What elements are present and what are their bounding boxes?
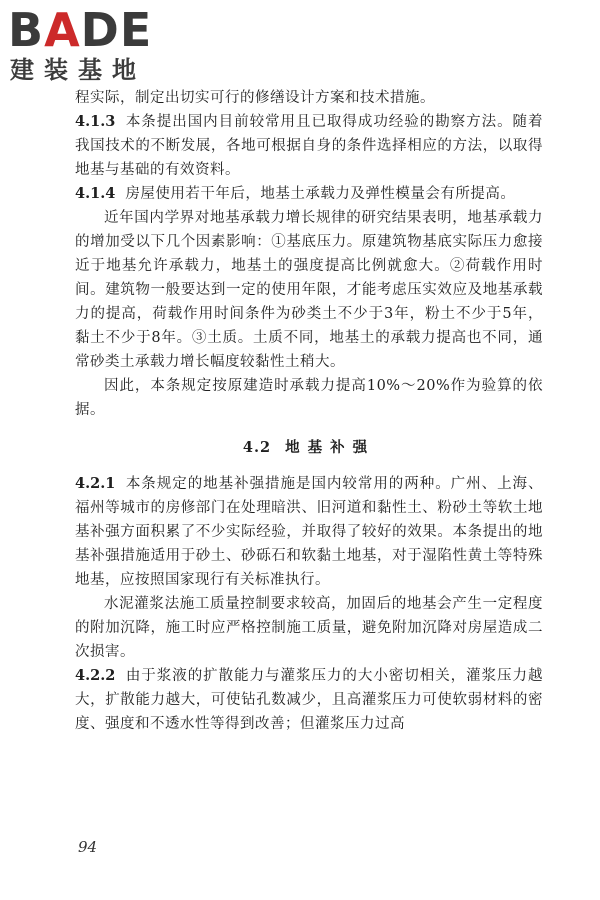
clause-4-1-4 <box>75 182 543 206</box>
paragraph-conclusion: 因此，本条规定按原建造时承载力提高10%～20%作为验算的依据。 <box>75 378 543 418</box>
clause-number: 4.1.3 <box>75 113 116 130</box>
paragraph-intro: 程实际，制定出切实可行的修缮设计方案和技术措施。 <box>75 90 435 106</box>
clause-text: 本条规定的地基补强措施是国内较常用的两种。广州、上海、福州等城市的房修部门在处理暗洪、旧河道和黏性土、粉砂土等软土地基补强方面积累了不少实际经验，并取得了较好的效果。本条提出的地基补强措施适用于砂土、砂砾石和软黏土地基，对于湿陷性黄土等特殊地基，应按照国家现行有关标准执行。 <box>75 476 543 588</box>
clause-number: 4.2.2 <box>75 667 116 684</box>
clause-text: 本条提出国内目前较常用且已取得成功经验的勘察方法。随着我国技术的不断发展，各地可根据自身的条件选择相应的方法，以取得地基与基础的有效资料。 <box>75 114 543 178</box>
clause-4-2-2 <box>75 664 543 736</box>
logo-subtitle: 建装基地 <box>10 56 146 84</box>
bade-logo <box>8 3 178 84</box>
paragraph-bearing-capacity: 近年国内学界对地基承载力增长规律的研究结果表明，地基承载力的增加受以下几个因素影响：①基底压力。原建筑物基底实际压力愈接近于地基允许承载力，地基土的强度提高比例就愈大。②荷载作用时间。建筑物一般要达到一定的使用年限，才能考虑压实效应及地基承载力的提高，荷载作用时间条件为砂类土不少于3年，粉土不少于5年，黏土不少于8年。③土质。土质不同，地基土的承载力提高也不同，通常砂类土承载力增长幅度较黏性土稍大。 <box>75 210 543 370</box>
document-body <box>75 86 543 736</box>
section-number: 4.2 <box>242 439 272 456</box>
clause-number: 4.2.1 <box>75 475 116 492</box>
clause-4-2-1 <box>75 472 543 592</box>
clause-number: 4.1.4 <box>75 185 116 202</box>
paragraph-grouting: 水泥灌浆法施工质量控制要求较高，加固后的地基会产生一定程度的附加沉降，施工时应严格控制施工质量，避免附加沉降对房屋造成二次损害。 <box>75 596 543 660</box>
clause-text: 由于浆液的扩散能力与灌浆压力的大小密切相关，灌浆压力越大，扩散能力越大，可使钻孔数减少，且高灌浆压力可使软弱材料的密度、强度和不透水性等得到改善；但灌浆压力过高 <box>75 668 543 732</box>
section-heading-4-2 <box>75 436 543 460</box>
page-number: 94 <box>78 838 98 856</box>
clause-4-1-3 <box>75 110 543 182</box>
clause-text: 房屋使用若干年后，地基土承载力及弹性模量会有所提高。 <box>125 186 516 202</box>
section-title: 地基补强 <box>285 439 376 456</box>
logo-wordmark: BADE <box>8 3 153 57</box>
